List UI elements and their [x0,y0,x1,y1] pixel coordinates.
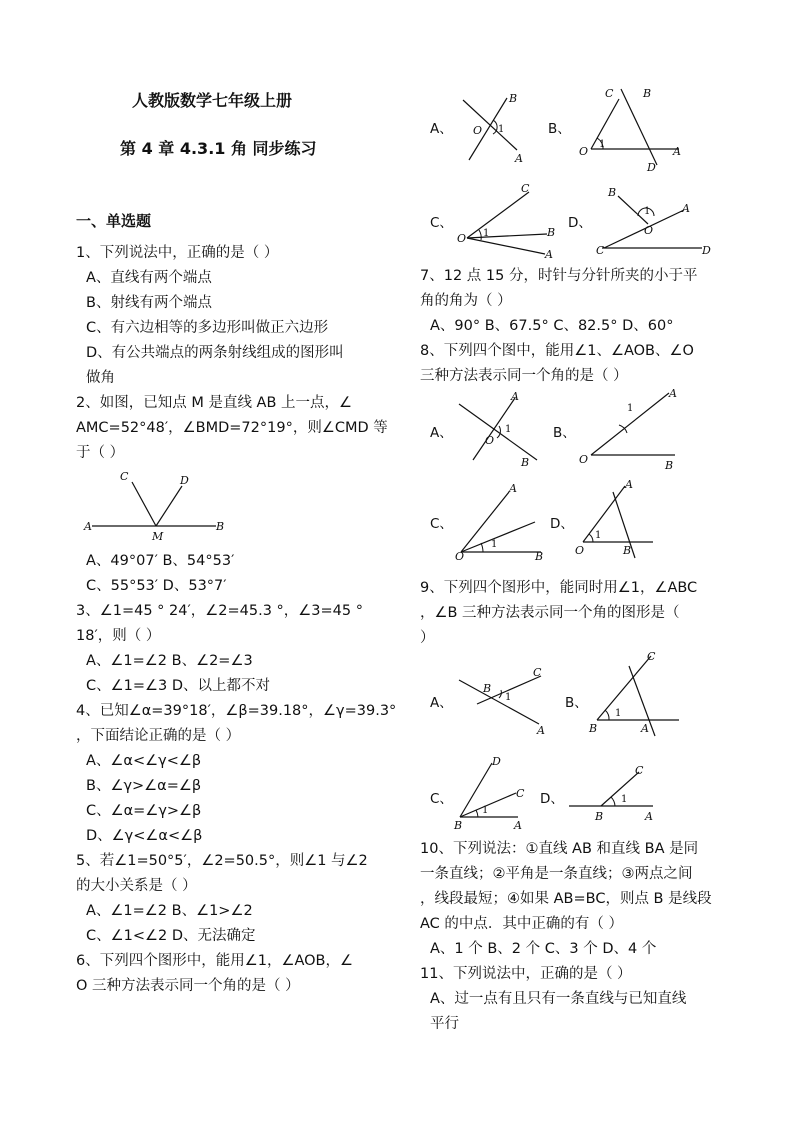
q9-fig-c-label: C、 [430,791,453,807]
q5-options-ab: A、∠1=∠2 B、∠1>∠2 [86,903,253,919]
q8d-label-1: 1 [595,530,602,541]
q9b-label-a: A [641,722,649,735]
q6d-label-b: B [608,186,617,199]
q1-option-a: A、直线有两个端点 [86,270,212,286]
q6b-label-o: O [579,145,589,158]
q6c-label-a: A [545,248,553,261]
q5-options-cd: C、∠1<∠2 D、无法确定 [86,928,256,944]
q8-stem-1: 8、下列四个图中，能用∠1、∠AOB、∠O [420,343,694,359]
q2-options-cd: C、55°53′ D、53°7′ [86,578,227,594]
q6a-label-o: O [473,124,483,137]
q6d-label-c: C [596,244,605,257]
q6-stem-1: 6、下列四个图形中，能用∠1，∠AOB，∠ [76,953,353,969]
q9c-label-c: C [516,787,525,800]
q8a-label-o: O [485,434,495,447]
q2-options-ab: A、49°07′ B、54°53′ [86,553,235,569]
q9d-label-c: C [635,764,644,777]
q6a-label-b: B [509,92,518,105]
q5-stem-1: 5、若∠1=50°5′，∠2=50.5°，则∠1 与∠2 [76,853,368,869]
q9c-label-1: 1 [482,805,489,816]
q6b-label-b: B [643,87,652,100]
q9c-label-d: D [492,755,501,768]
q10-stem-3: ，线段最短；④如果 AB=BC，则点 B 是线段 [420,891,712,907]
q8-fig-a-label: A、 [430,425,453,441]
q4-option-a: A、∠α<∠γ<∠β [86,753,202,769]
q4-option-c: C、∠α=∠γ>∠β [86,803,202,819]
q9c-label-a: A [514,819,522,832]
q9a-label-c: C [533,666,542,679]
q9d-label-b: B [595,810,604,823]
q8-stem-2: 三种方法表示同一个角的是（ ） [420,368,628,384]
q9-figure-a [455,662,555,737]
q9-fig-d-label: D、 [540,791,564,807]
q6c-label-1: 1 [483,228,490,239]
q6a-label-a: A [515,152,523,165]
q6-figure-c [455,180,560,260]
q2-label-m: M [152,530,164,543]
q6a-label-1: 1 [498,124,505,135]
q10-stem-1: 10、下列说法：①直线 AB 和直线 BA 是同 [420,841,699,857]
q9-figure-c [452,755,532,835]
q6d-label-d: D [702,244,711,257]
q9a-label-b: B [483,682,492,695]
q10-options: A、1 个 B、2 个 C、3 个 D、4 个 [430,941,657,957]
q6-stem-2: O 三种方法表示同一个角的是（ ） [76,978,300,994]
q6d-label-a: A [682,202,690,215]
q11-stem: 11、下列说法中，正确的是（ ） [420,966,632,982]
q6b-label-1: 1 [599,139,606,150]
q6-fig-b-label: B、 [548,121,571,137]
q8-figure-a [455,390,545,472]
q9a-label-1: 1 [505,692,512,703]
q2-stem-2: AMC=52°48′，∠BMD=72°19°，则∠CMD 等 [76,420,388,436]
q8-fig-b-label: B、 [553,425,576,441]
q8c-label-a: A [509,482,517,495]
q1-option-b: B、射线有两个端点 [86,295,212,311]
q9d-label-1: 1 [621,794,628,805]
q9-fig-a-label: A、 [430,695,453,711]
q4-stem-2: ，下面结论正确的是（ ） [76,728,241,744]
section-heading: 一、单选题 [76,212,152,230]
q8c-label-o: O [455,550,465,563]
q7-options: A、90° B、67.5° C、82.5° D、60° [430,318,674,334]
q4-stem-1: 4、已知∠α=39°18′，∠β=39.18°，∠γ=39.3° [76,703,397,719]
q8a-label-a: A [511,390,519,403]
q6-figure-a [455,90,535,170]
q8c-label-b: B [535,550,544,563]
q8-figure-d [573,478,663,563]
q8c-label-1: 1 [491,539,498,550]
q10-stem-4: AC 的中点．其中正确的有（ ） [420,916,624,932]
q2-label-c: C [120,470,129,483]
q9-figure-b [585,648,685,740]
q8b-label-1: 1 [627,403,634,414]
q9-stem-2: ，∠B 三种方法表示同一个角的图形是（ [420,605,680,621]
q6c-label-o: O [457,232,467,245]
q1-option-c: C、有六边相等的多边形叫做正六边形 [86,320,329,336]
q6-figure-b [575,85,690,175]
q9-figure-d [565,762,665,832]
q9b-label-1: 1 [615,708,622,719]
q2-label-a: A [84,520,92,533]
q3-options-cd: C、∠1=∠3 D、以上都不对 [86,678,270,694]
q5-stem-2: 的大小关系是（ ） [76,878,197,894]
q2-label-d: D [180,474,189,487]
q4-option-d: D、∠γ<∠α<∠β [86,828,203,844]
q6d-label-o: O [644,224,654,237]
q8a-label-b: B [521,456,530,469]
q6-fig-c-label: C、 [430,215,453,231]
q9-stem-1: 9、下列四个图形中，能同时用∠1，∠ABC [420,580,698,596]
q9b-label-b: B [589,722,598,735]
q6c-label-c: C [521,182,530,195]
q8-figure-c [455,480,555,565]
q8d-label-o: O [575,544,585,557]
q9a-label-a: A [537,724,545,737]
q11-option-a: A、过一点有且只有一条直线与已知直线 [430,991,687,1007]
q2-label-b: B [216,520,225,533]
q11-option-a-cont: 平行 [430,1016,459,1032]
q3-options-ab: A、∠1=∠2 B、∠2=∠3 [86,653,253,669]
q1-option-d-cont: 做角 [86,370,115,386]
q6b-label-a: A [673,145,681,158]
q8b-label-o: O [579,453,589,466]
q6-fig-d-label: D、 [568,215,592,231]
document-subtitle: 第 4 章 4.3.1 角 同步练习 [120,139,317,158]
q8d-label-a: A [625,478,633,491]
q2-stem-1: 2、如图，已知点 M 是直线 AB 上一点，∠ [76,395,353,411]
q9c-label-b: B [454,819,463,832]
q6b-label-d: D [647,161,656,174]
q3-stem-2: 18′，则（ ） [76,628,161,644]
q1-option-d: D、有公共端点的两条射线组成的图形叫 [86,345,344,361]
q6d-label-1: 1 [644,206,651,217]
q8b-label-b: B [665,459,674,472]
q9-fig-b-label: B、 [565,695,588,711]
q9-stem-3: ） [420,630,435,646]
q6c-label-b: B [547,226,556,239]
q7-stem-1: 7、12 点 15 分，时针与分针所夹的小于平 [420,268,698,284]
q6-fig-a-label: A、 [430,121,453,137]
q4-option-b: B、∠γ>∠α=∠β [86,778,202,794]
q8-figure-b [575,385,685,473]
q6b-label-c: C [605,87,614,100]
q8-fig-d-label: D、 [550,516,574,532]
q3-stem-1: 3、∠1=45 ° 24′，∠2=45.3 °，∠3=45 ° [76,603,363,619]
q6-figure-d [592,182,717,260]
q9b-label-c: C [647,650,656,663]
q7-stem-2: 角的角为（ ） [420,293,512,309]
q1-stem: 1、下列说法中，正确的是（ ） [76,245,279,261]
q8-fig-c-label: C、 [430,516,453,532]
q2-figure [80,468,230,543]
document-title: 人教版数学七年级上册 [132,91,293,110]
q9d-label-a: A [645,810,653,823]
q8b-label-a: A [669,387,677,400]
q8a-label-1: 1 [505,424,512,435]
q10-stem-2: 一条直线；②平角是一条直线；③两点之间 [420,866,693,882]
q2-stem-3: 于（ ） [76,445,125,461]
q8d-label-b: B [623,544,632,557]
